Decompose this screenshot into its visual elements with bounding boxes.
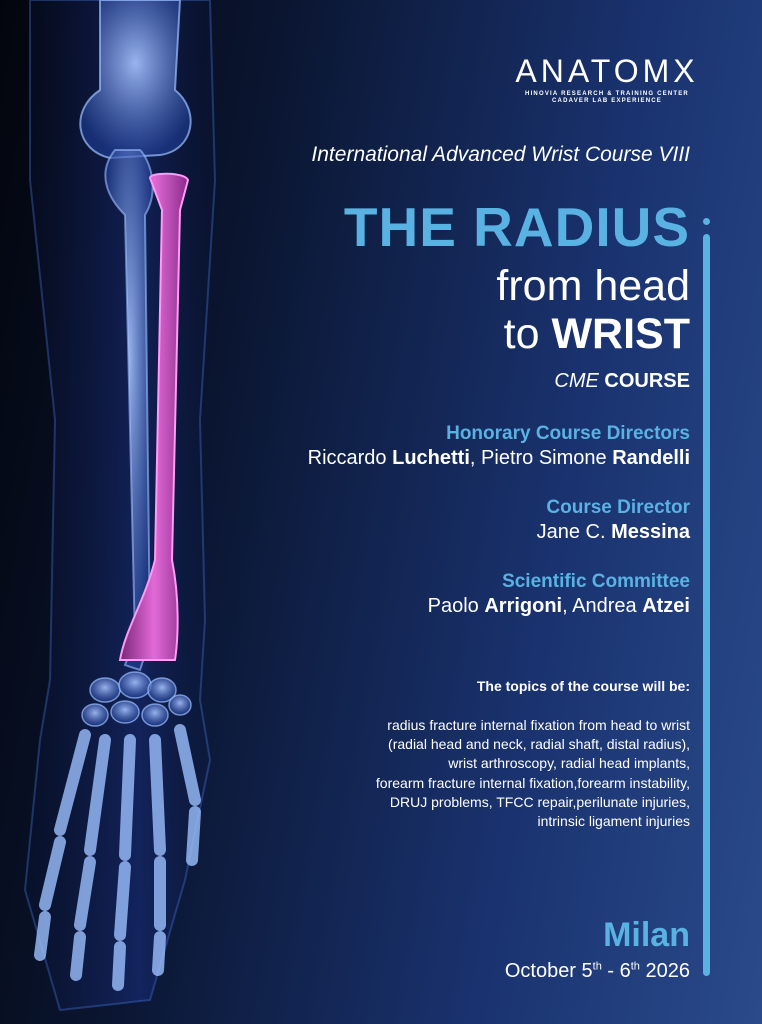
name-first: Andrea <box>572 595 643 617</box>
name-first: Paolo <box>427 595 485 617</box>
topic-line: forearm fracture internal fixation,forearm instability, <box>375 774 690 791</box>
arm-skeleton-illustration <box>0 0 300 1024</box>
topics-heading: The topics of the course will be: <box>476 678 690 694</box>
name-last: Arrigoni <box>484 595 563 617</box>
logo-wordmark: ANATOMX <box>515 53 699 89</box>
director-name <box>537 521 690 544</box>
cme-italic: CME <box>554 370 599 392</box>
cme-bold: COURSE <box>604 370 690 392</box>
name-first: Jane C. <box>536 521 612 543</box>
name-last: Atzei <box>642 595 690 617</box>
logo-subtitle-line2: CADAVER LAB EXPERIENCE <box>552 98 662 105</box>
cme-course-label <box>554 370 690 393</box>
date-part: October 5 <box>504 960 593 982</box>
name-first: Riccardo <box>307 447 393 469</box>
title-line3-bold: WRIST <box>551 310 690 358</box>
logo-subtitle-line1: HINOVIA RESEARCH & TRAINING CENTER <box>525 91 689 97</box>
anatomx-logo <box>507 55 707 105</box>
main-title: THE RADIUS <box>343 196 690 258</box>
committee-label: Scientific Committee <box>502 571 690 592</box>
name-first: Pietro Simone <box>481 447 613 469</box>
name-separator: , <box>469 447 482 469</box>
honorary-names <box>308 447 690 470</box>
topic-line: DRUJ problems, TFCC repair,perilunate injuries, <box>389 793 690 810</box>
course-series-title: International Advanced Wrist Course VIII <box>311 143 690 166</box>
title-line3-prefix: to <box>503 310 552 358</box>
topic-line: wrist arthroscopy, radial head implants, <box>448 755 690 772</box>
name-last: Luchetti <box>392 447 470 469</box>
date-part: - 6 <box>601 960 631 982</box>
committee-names <box>428 595 690 618</box>
date-suffix: th <box>592 960 602 973</box>
topic-line: intrinsic ligament injuries <box>537 812 690 829</box>
topics-list <box>210 716 690 831</box>
title-line2: from head <box>496 262 690 310</box>
name-last: Messina <box>611 521 690 543</box>
title-line3 <box>503 310 690 358</box>
topic-line: radius fracture internal fixation from head to wrist <box>387 717 690 733</box>
location-city: Milan <box>603 916 690 954</box>
name-last: Randelli <box>612 447 690 469</box>
director-label: Course Director <box>546 497 690 518</box>
date-part: 2026 <box>639 960 690 982</box>
topic-line: (radial head and neck, radial shaft, distal radius), <box>388 736 690 753</box>
honorary-label: Honorary Course Directors <box>446 423 690 444</box>
event-dates <box>505 960 690 983</box>
accent-dot <box>703 218 710 225</box>
accent-vertical-bar <box>703 234 710 976</box>
name-separator: , <box>562 595 573 617</box>
date-suffix: th <box>630 960 640 973</box>
